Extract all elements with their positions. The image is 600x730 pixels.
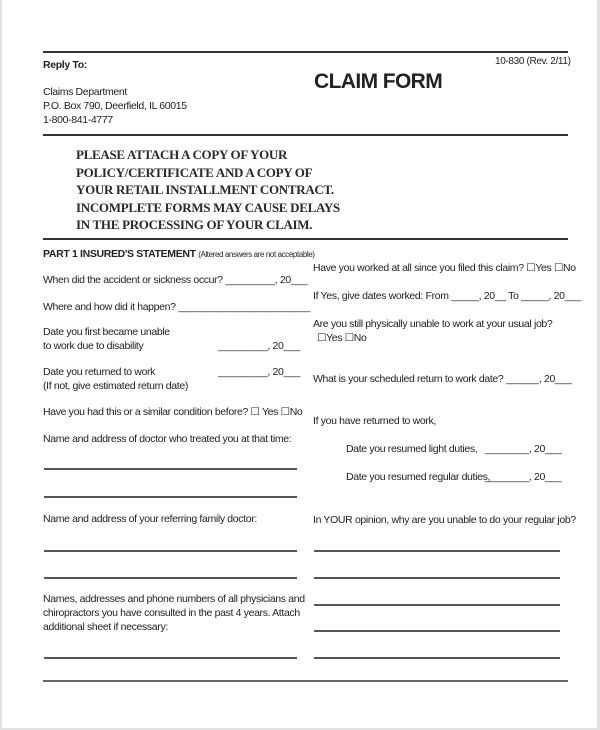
returned-date-field[interactable]: _________, 20___ [218, 366, 300, 378]
treating-doctor-line[interactable] [44, 496, 297, 498]
question-where-how[interactable]: Where and how did it happen? ________________________ [43, 301, 310, 313]
treating-doctor-line[interactable] [44, 468, 297, 470]
opinion-line[interactable] [314, 577, 560, 579]
opinion-line[interactable] [314, 630, 560, 632]
address-line: P.O. Box 790, Deerfield, IL 60015 [43, 100, 187, 112]
opinion-line[interactable] [314, 604, 560, 606]
form-number: 10-830 (Rev. 2/11) [495, 56, 571, 67]
question-opinion: In YOUR opinion, why are you unable to do your regular job? [313, 514, 576, 526]
notice-rule [43, 238, 568, 240]
light-duties-label: Date you resumed light duties, [346, 443, 478, 455]
light-duties-date-field[interactable]: ________, 20___ [485, 443, 562, 455]
question-similar-condition[interactable]: Have you had this or a similar condition before? ☐ Yes ☐No [43, 406, 303, 418]
still-unable-options[interactable]: ☐Yes ☐No [317, 332, 367, 344]
part1-note: (Altered answers are not acceptable) [198, 250, 315, 259]
question-family-doctor: Name and address of your referring family doctor: [43, 513, 257, 525]
question-returned-date-label: Date you returned to work [43, 366, 156, 378]
phone-number: 1-800-841-4777 [43, 114, 113, 126]
part1-title: PART 1 INSURED'S STATEMENT [43, 248, 196, 260]
notice-line: POLICY/CERTIFICATE AND A COPY OF [76, 164, 313, 180]
question-physicians: Names, addresses and phone numbers of all physicians and [43, 593, 305, 605]
family-doctor-line[interactable] [44, 577, 297, 579]
regular-duties-date-field[interactable]: ________, 20___ [485, 471, 562, 483]
question-physicians: chiropractors you have consulted in the past 4 years. Attach [43, 607, 300, 619]
notice-line: PLEASE ATTACH A COPY OF YOUR [76, 147, 288, 162]
opinion-line[interactable] [314, 550, 560, 552]
reply-to-label: Reply To: [43, 59, 87, 71]
top-rule [43, 51, 568, 53]
notice-line: YOUR RETAIL INSTALLMENT CONTRACT. [76, 182, 334, 197]
notice-line: INCOMPLETE FORMS MAY CAUSE DELAYS [76, 199, 340, 215]
question-still-unable: Are you still physically unable to work at your usual job? [313, 318, 553, 330]
question-worked-since[interactable]: Have you worked at all since you filed this claim? ☐Yes ☐No [313, 262, 576, 274]
claim-form-page [2, 0, 597, 728]
question-physicians: additional sheet if necessary: [43, 621, 168, 633]
question-unable-date-label: to work due to disability [43, 340, 144, 352]
question-unable-date-label: Date you first became unable [43, 326, 170, 338]
bottom-rule [43, 680, 568, 682]
opinion-line[interactable] [314, 657, 560, 659]
physicians-line[interactable] [44, 657, 297, 659]
address-line: Claims Department [43, 86, 127, 98]
question-dates-worked[interactable]: If Yes, give dates worked: From _____, 20__ To _____, 20___ [313, 290, 582, 302]
question-if-returned: If you have returned to work, [313, 415, 436, 427]
part1-heading [43, 248, 315, 261]
question-accident-date[interactable]: When did the accident or sickness occur? _________, 20___ [43, 274, 308, 286]
header-rule [43, 134, 568, 136]
form-title: CLAIM FORM [314, 70, 443, 93]
unable-date-field[interactable]: _________, 20___ [218, 340, 300, 352]
family-doctor-line[interactable] [44, 550, 297, 552]
notice-line: IN THE PROCESSING OF YOUR CLAIM. [76, 217, 313, 232]
question-returned-date-note: (If not, give estimated return date) [43, 380, 188, 392]
question-treating-doctor: Name and address of doctor who treated you at that time: [43, 433, 292, 445]
regular-duties-label: Date you resumed regular duties, [346, 471, 491, 483]
question-scheduled-return[interactable]: What is your scheduled return to work date? ______, 20___ [313, 373, 572, 385]
